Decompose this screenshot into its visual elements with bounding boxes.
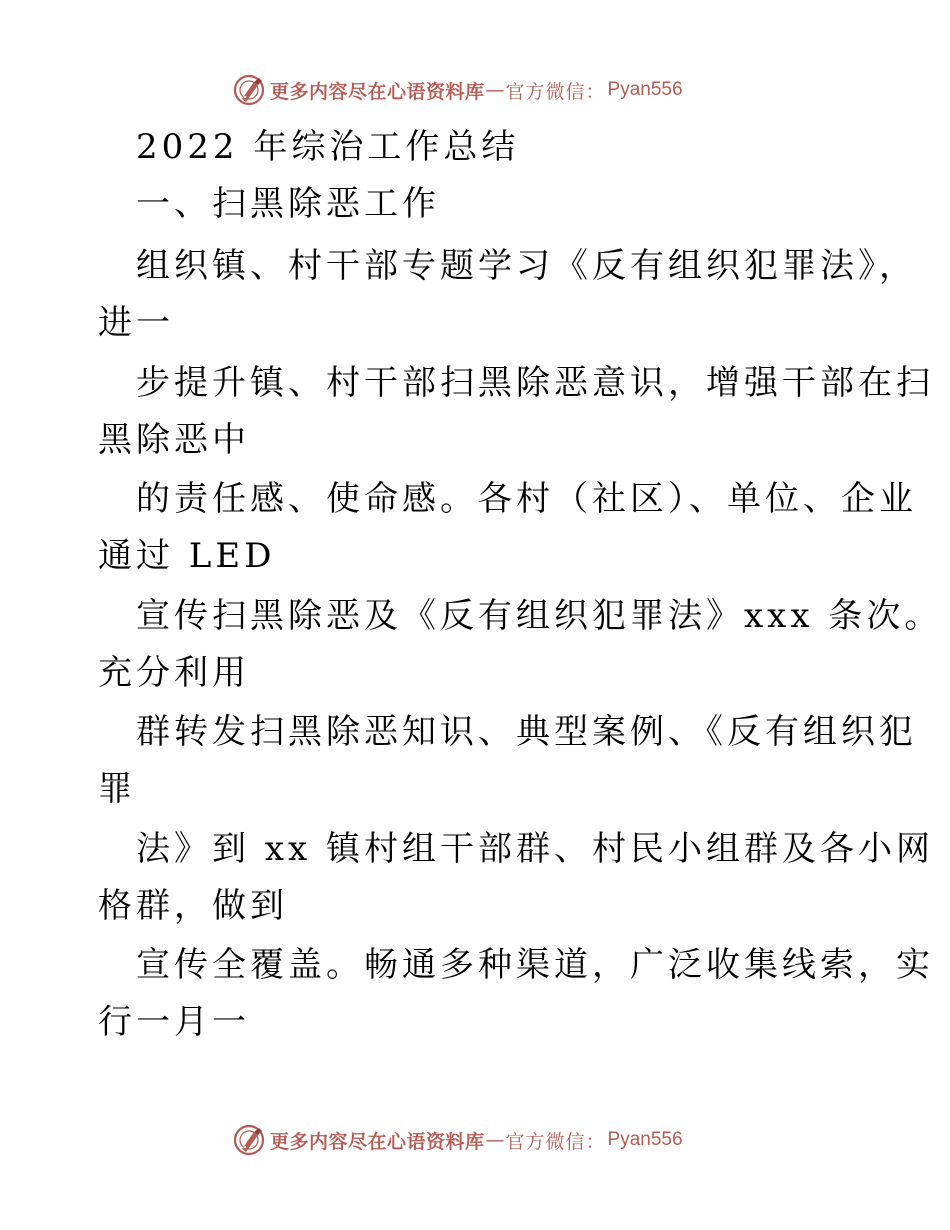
paragraph-line: 步提升镇、村干部扫黑除恶意识，增强干部在扫 — [136, 363, 934, 403]
paragraph-line: 群转发扫黑除恶知识、典型案例、《反有组织犯 — [136, 712, 917, 752]
paragraph-line: 充分利用 — [98, 653, 250, 693]
paragraph-line: 的责任感、使命感。各村（社区）、单位、企业 — [136, 479, 917, 519]
watermark-official-label: 官方微信： — [505, 1130, 606, 1153]
paragraph-line: 宣传扫黑除恶及《反有组织犯罪法》xxx 条次。 — [136, 596, 943, 636]
watermark-dash: — — [485, 1129, 505, 1151]
watermark-official-label: 官方微信： — [505, 80, 606, 103]
watermark-wechat-id: Pyan556 — [607, 79, 683, 100]
watermark-site-text: 更多内容尽在心语资料库 — [270, 1130, 485, 1153]
document-title: 2022 年综治工作总结 — [136, 127, 520, 167]
paragraph-line: 通过 LED — [98, 536, 276, 576]
header-watermark — [232, 72, 683, 108]
paragraph-line: 行一月一 — [98, 1002, 250, 1042]
paragraph-line: 组织镇、村干部专题学习《反有组织犯罪法》， — [136, 246, 917, 286]
footer-watermark — [232, 1122, 683, 1158]
paragraph-line: 罪 — [98, 769, 136, 809]
paragraph-line: 黑除恶中 — [98, 420, 250, 460]
paragraph-line: 宣传全覆盖。畅通多种渠道，广泛收集线索，实 — [136, 945, 934, 985]
paragraph-line: 进一 — [98, 303, 174, 343]
watermark-dash: — — [485, 79, 505, 101]
pen-nib-logo-icon — [232, 73, 266, 107]
paragraph-line: 格群，做到 — [98, 886, 288, 926]
paragraph-line: 法》到 xx 镇村组干部群、村民小组群及各小网 — [136, 829, 934, 869]
section-heading: 一、扫黑除恶工作 — [136, 184, 440, 224]
pen-nib-logo-icon — [232, 1123, 266, 1157]
watermark-wechat-id: Pyan556 — [607, 1129, 683, 1150]
watermark-site-text: 更多内容尽在心语资料库 — [270, 80, 485, 103]
